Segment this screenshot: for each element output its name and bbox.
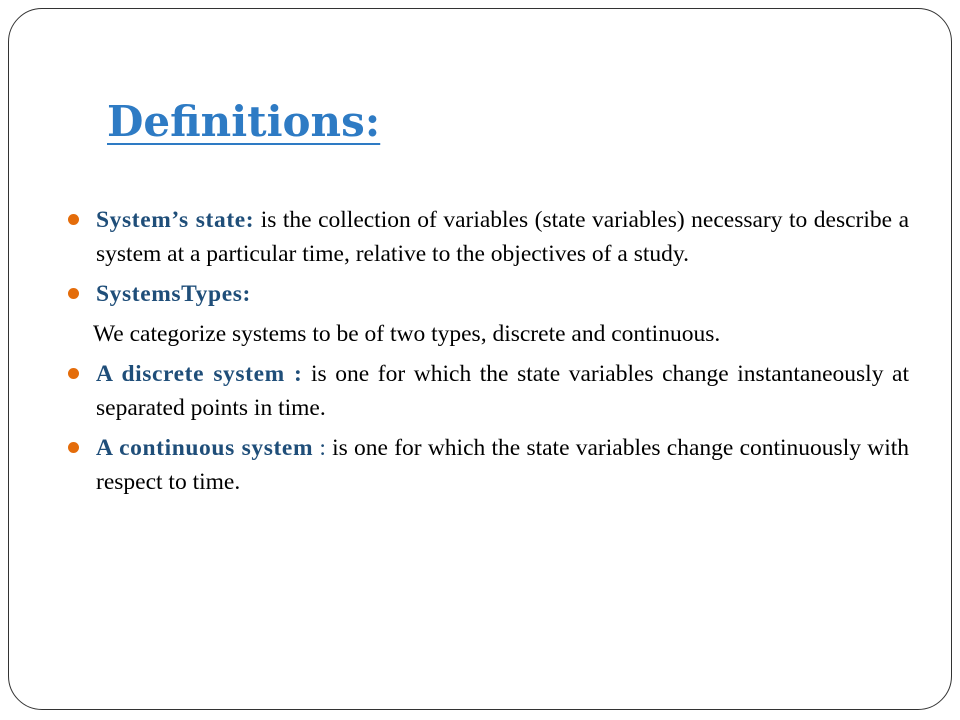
bullet-continuous-system [96, 431, 909, 499]
definition-term: A discrete system : [96, 361, 303, 387]
bullet-dot-icon [68, 214, 79, 225]
definition-text: is one for which the state variables change instantaneously at separated points in time. [96, 361, 910, 421]
systems-types-description: We categorize systems to be of two types, discrete and continuous. [93, 321, 721, 347]
definition-text: is one for which the state variables change continuously with respect to time. [96, 435, 909, 495]
definition-text: is the collection of variables (state variables) necessary to describe a system at a particular time, relative to the objectives of a study. [96, 207, 910, 267]
definition-term-colon: : [313, 435, 326, 461]
slide-content [0, 203, 960, 499]
bullet-systems-state [96, 203, 909, 271]
bullet-dot-icon [68, 288, 79, 299]
definition-term: System’s state: [96, 207, 255, 233]
definition-term: SystemsTypes: [96, 281, 251, 307]
bullet-dot-icon [68, 442, 79, 453]
slide-title: Definitions: [107, 97, 381, 146]
bullet-systems-types [96, 277, 909, 311]
bullet-dot-icon [68, 368, 79, 379]
bullet-discrete-system [96, 357, 909, 425]
definition-term: A continuous system [96, 435, 314, 461]
